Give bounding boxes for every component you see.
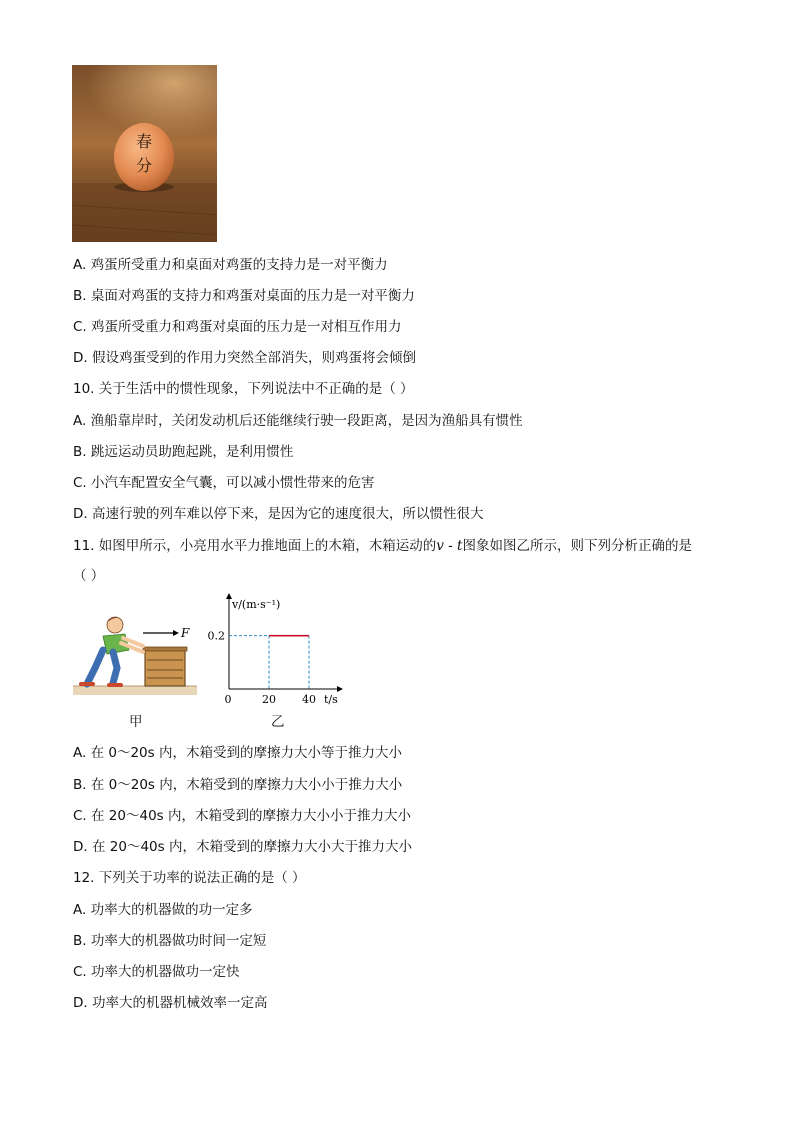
figure-b-caption: 乙: [271, 714, 285, 730]
y-tick-0.2: 0.2: [207, 629, 225, 643]
q12-option-b: B. 功率大的机器做功时间一定短: [73, 933, 267, 949]
q10-option-b: B. 跳远运动员助跑起跳，是利用惯性: [73, 444, 294, 460]
figure-boy-pushing-box: [73, 610, 197, 705]
egg-text-2: 分: [135, 156, 153, 175]
x-tick-20: 20: [262, 693, 276, 706]
figure-a-caption: 甲: [129, 714, 143, 730]
x-axis-arrow: [337, 686, 343, 692]
y-axis-arrow: [226, 593, 232, 599]
q11-option-b: B. 在 0～20s 内，木箱受到的摩擦力大小小于推力大小: [73, 777, 403, 793]
chart-ylabel: v/(m·s⁻¹): [232, 598, 281, 611]
x-tick-40: 40: [302, 693, 316, 706]
q9-option-c: C. 鸡蛋所受重力和鸡蛋对桌面的压力是一对相互作用力: [73, 319, 402, 335]
q11-stem-part2: 图象如图乙所示，则下列分析正确的是: [462, 538, 692, 554]
q11-option-d: D. 在 20～40s 内，木箱受到的摩擦力大小大于推力大小: [73, 839, 412, 855]
q11-option-a: A. 在 0～20s 内，木箱受到的摩擦力大小等于推力大小: [73, 745, 402, 761]
q10-option-a: A. 渔船靠岸时，关闭发动机后还能继续行驶一段距离，是因为渔船具有惯性: [73, 413, 523, 429]
x-tick-0: 0: [224, 693, 232, 706]
force-label: F: [181, 626, 190, 640]
vt-graph: [202, 593, 347, 713]
q11-option-c: C. 在 20～40s 内，木箱受到的摩擦力大小小于推力大小: [73, 808, 411, 824]
egg-photo: [72, 65, 217, 242]
q9-option-a: A. 鸡蛋所受重力和桌面对鸡蛋的支持力是一对平衡力: [73, 257, 388, 273]
q12-option-d: D. 功率大的机器机械效率一定高: [73, 995, 268, 1011]
q11-stem-var: v - t: [436, 538, 463, 554]
q12-option-c: C. 功率大的机器做功一定快: [73, 964, 240, 980]
q9-option-d: D. 假设鸡蛋受到的作用力突然全部消失，则鸡蛋将会倾倒: [73, 350, 416, 366]
q11-stem-line2: （ ）: [73, 568, 105, 584]
q10-option-d: D. 高速行驶的列车难以停下来，是因为它的速度很大，所以惯性很大: [73, 506, 484, 522]
q9-option-b: B. 桌面对鸡蛋的支持力和鸡蛋对桌面的压力是一对平衡力: [73, 288, 415, 304]
egg-text-1: 春: [135, 132, 153, 151]
q11-stem: [73, 537, 692, 555]
q10-option-c: C. 小汽车配置安全气囊，可以减小惯性带来的危害: [73, 475, 375, 491]
q12-stem: 12. 下列关于功率的说法正确的是（ ）: [73, 870, 306, 886]
q10-stem: 10. 关于生活中的惯性现象，下列说法中不正确的是（ ）: [73, 381, 414, 397]
q11-stem-part1: 11. 如图甲所示，小亮用水平力推地面上的木箱，木箱运动的: [73, 538, 437, 554]
q12-option-a: A. 功率大的机器做的功一定多: [73, 902, 253, 918]
chart-xlabel: t/s: [324, 693, 338, 706]
